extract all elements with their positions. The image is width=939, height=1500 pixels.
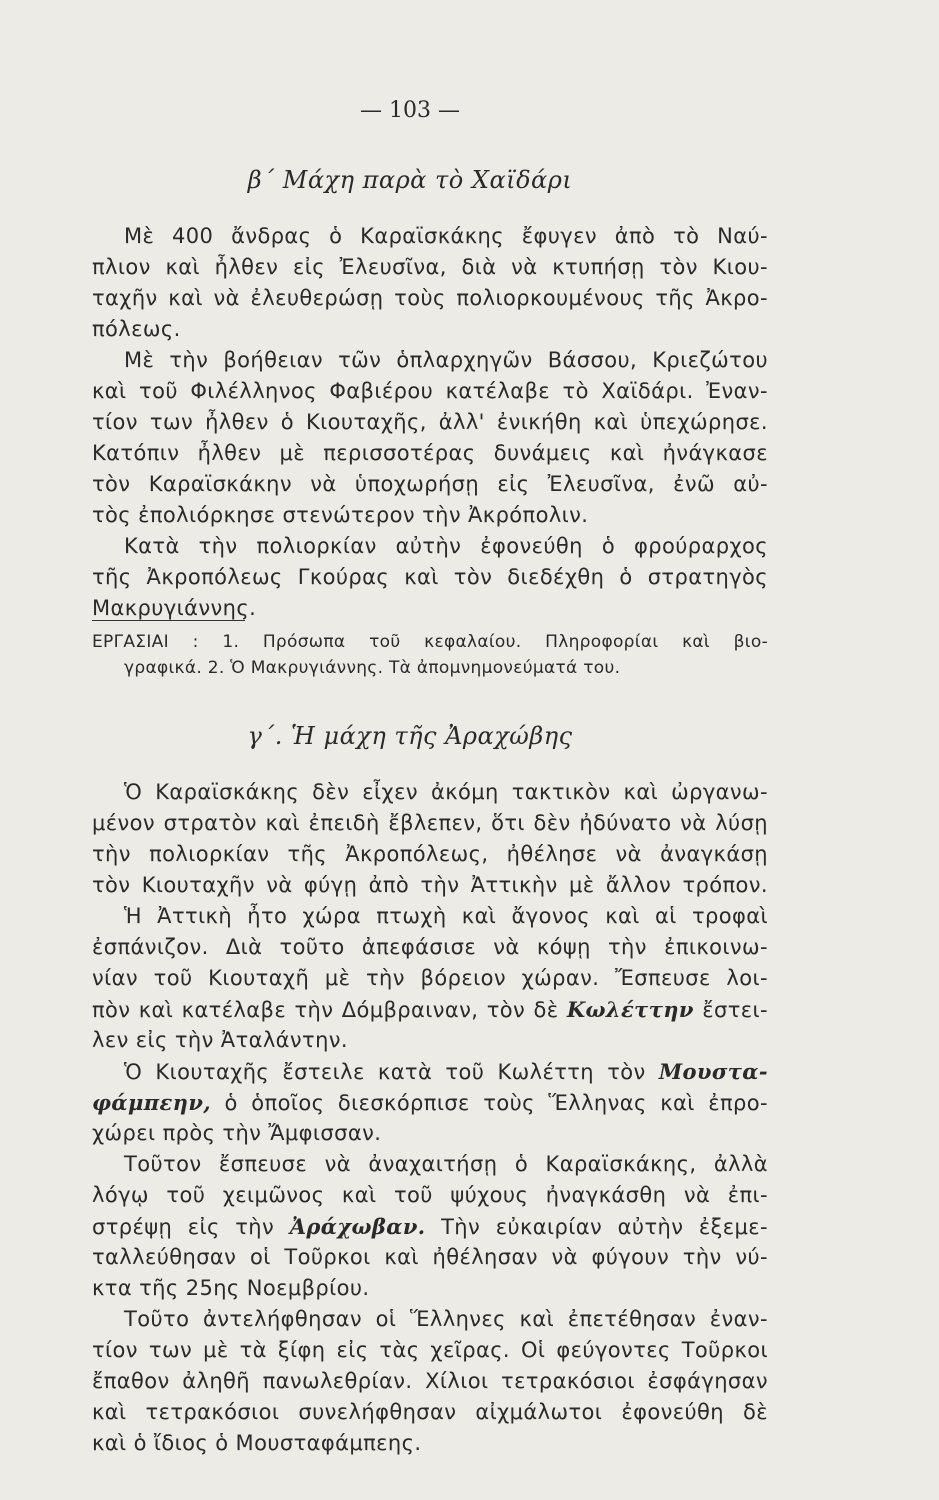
text-line: λεν εἰς τὴν Ἀταλάντην.	[92, 1028, 349, 1052]
emphasis-name: φάμπεην,	[92, 1090, 212, 1115]
text-line	[124, 1059, 768, 1084]
text-line: καὶ τοῦ Φιλέλληνος Φαβιέρου κατέλαβε τὸ Χαϊδάρι. Ἐναν-	[92, 379, 768, 403]
text-line: τίον των μὲ τὰ ξίφη εἰς τὰς χεῖρας. Οἱ φεύγοντες Τοῦρκοι	[92, 1338, 768, 1362]
footnote-divider	[92, 620, 245, 621]
text-line: καὶ τετρακόσιοι συνελήφθησαν αἰχμάλωτοι ἐφονεύθη δὲ	[92, 1400, 768, 1424]
text-line: τῆς Ἀκροπόλεως Γκούρας καὶ τὸν διεδέχθη ὁ στρατηγὸς	[92, 565, 768, 589]
text-line: νίαν τοῦ Κιουταχῆ μὲ τὴν βόρειον χώραν. Ἔσπευσε λοι-	[92, 966, 768, 990]
text-line: Τοῦτο ἀντελήφθησαν οἱ Ἕλληνες καὶ ἐπετέθησαν ἐναν-	[124, 1307, 768, 1331]
text-line: κτα τῆς 25ης Νοεμβρίου.	[92, 1276, 370, 1300]
text-line: Μακρυγιάννης.	[92, 596, 257, 620]
text-line: τὸς ἐπολιόρκησε στενώτερον τὴν Ἀκρόπολιν.	[92, 503, 589, 527]
section-c-title: γ΄. Ἡ μάχη τῆς Ἀραχώβης	[247, 722, 573, 750]
tasks-note-line-1: ΕΡΓΑΣΙΑΙ : 1. Πρόσωπα τοῦ κεφαλαίου. Πληροφορίαι καὶ βιο-	[92, 632, 768, 652]
text-run: πὸν καὶ κατέλαβε τὴν Δόμβραιναν, τὸν δὲ	[92, 998, 559, 1022]
text-line: ἔπαθον ἀληθῆ πανωλεθρίαν. Χίλιοι τετρακόσιοι ἐσφάγησαν	[92, 1369, 768, 1393]
tasks-note-line-2: γραφικά. 2. Ὁ Μακρυγιάννης. Τὰ ἀπομνημονεύματά του.	[124, 658, 621, 678]
text-line: Μὲ 400 ἄνδρας ὁ Καραϊσκάκης ἔφυγεν ἀπὸ τὸ Ναύ-	[124, 224, 768, 248]
text-line: καὶ ὁ ἴδιος ὁ Μουσταφάμπεης.	[92, 1431, 422, 1455]
text-run: στρέψῃ εἰς τὴν	[92, 1215, 275, 1239]
text-line	[92, 1214, 768, 1239]
text-line: πόλεως.	[92, 317, 181, 341]
text-line: πλιον καὶ ἦλθεν εἰς Ἐλευσῖνα, διὰ νὰ κτυπήσῃ τὸν Κιου-	[92, 255, 768, 279]
text-line: τίον των ἦλθεν ὁ Κιουταχῆς, ἀλλ' ἐνικήθη καὶ ὑπεχώρησε.	[92, 410, 768, 434]
emphasis-name: Ἀράχωβαν.	[289, 1214, 426, 1239]
text-line: Ὁ Καραϊσκάκης δὲν εἶχεν ἀκόμη τακτικὸν καὶ ὠργανω-	[124, 780, 768, 804]
text-line: ταλλεύθησαν οἱ Τοῦρκοι καὶ ἠθέλησαν νὰ φύγουν τὴν νύ-	[92, 1245, 768, 1269]
text-line: Τοῦτον ἔσπευσε νὰ ἀναχαιτήσῃ ὁ Καραϊσκάκης, ἀλλὰ	[124, 1152, 768, 1176]
text-line: τὴν πολιορκίαν τῆς Ἀκροπόλεως, ἠθέλησε νὰ ἀναγκάσῃ	[92, 842, 768, 866]
text-line: μένον στρατὸν καὶ ἐπειδὴ ἔβλεπεν, ὅτι δὲν ἠδύνατο νὰ λύσῃ	[92, 811, 768, 835]
emphasis-name: Κωλέττην	[566, 997, 694, 1022]
text-run: Ὁ Κιουταχῆς ἔστειλε κατὰ τοῦ Κωλέττη τὸν	[124, 1060, 646, 1084]
emphasis-name: Μουστα-	[658, 1059, 768, 1084]
text-run: ἔστει-	[702, 998, 768, 1022]
text-line	[92, 997, 768, 1022]
text-line: Μὲ τὴν βοήθειαν τῶν ὁπλαρχηγῶν Βάσσου, Κριεζώτου	[124, 348, 768, 372]
text-line: ταχῆν καὶ νὰ ἐλευθερώσῃ τοὺς πολιορκουμένους τῆς Ἀκρο-	[92, 286, 768, 310]
text-line: Κατόπιν ἦλθεν μὲ περισσοτέρας δυνάμεις καὶ ἠνάγκασε	[92, 441, 768, 465]
text-line: τὸν Καραϊσκάκην νὰ ὑποχωρήσῃ εἰς Ἐλευσῖνα, ἐνῶ αὐ-	[92, 472, 768, 496]
text-run: ὁ ὁποῖος διεσκόρπισε τοὺς Ἕλληνας καὶ ἐπρο-	[224, 1091, 769, 1115]
text-run: Τὴν εὐκαιρίαν αὐτὴν ἐξεμε-	[441, 1215, 768, 1239]
text-line: Ἡ Ἀττικὴ ἦτο χώρα πτωχὴ καὶ ἄγονος καὶ αἱ τροφαὶ	[124, 904, 768, 928]
text-line: λόγῳ τοῦ χειμῶνος καὶ τοῦ ψύχους ἠναγκάσθη νὰ ἐπι-	[92, 1183, 768, 1207]
text-line	[92, 1090, 768, 1115]
page-number: — 103 —	[360, 98, 460, 123]
text-line: ἐσπάνιζον. Διὰ τοῦτο ἀπεφάσισε νὰ κόψῃ τὴν ἐπικοινω-	[92, 935, 768, 959]
text-line: χώρει πρὸς τὴν Ἄμφισσαν.	[92, 1121, 382, 1145]
text-line: Κατὰ τὴν πολιορκίαν αὐτὴν ἐφονεύθη ὁ φρούραρχος	[124, 534, 768, 558]
text-line: τὸν Κιουταχῆν νὰ φύγῃ ἀπὸ τὴν Ἀττικὴν μὲ ἄλλον τρόπον.	[92, 873, 768, 897]
section-b-title: β΄ Μάχη παρὰ τὸ Χαϊδάρι	[247, 166, 573, 194]
